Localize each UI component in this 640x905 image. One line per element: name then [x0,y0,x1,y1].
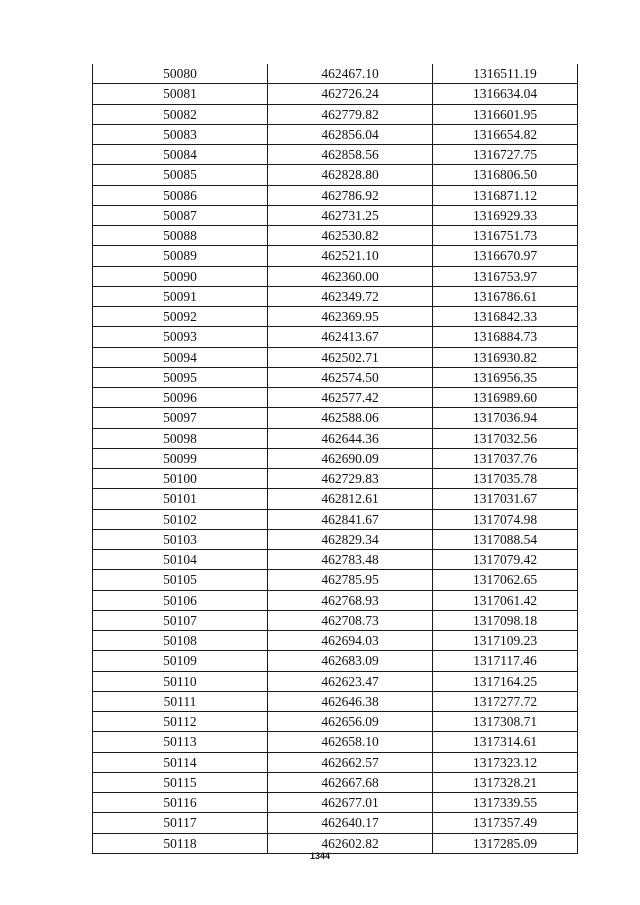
x-coordinate-cell: 462828.80 [268,165,433,185]
y-coordinate-cell: 1316989.60 [433,388,578,408]
table-row [93,367,578,387]
y-coordinate-cell: 1317328.21 [433,772,578,792]
y-coordinate-cell: 1316842.33 [433,307,578,327]
x-coordinate-cell: 462662.57 [268,752,433,772]
x-coordinate-cell: 462588.06 [268,408,433,428]
table-row [93,307,578,327]
table-row [93,165,578,185]
x-coordinate-cell: 462856.04 [268,124,433,144]
table-row [93,793,578,813]
x-coordinate-cell: 462369.95 [268,307,433,327]
table-row [93,590,578,610]
x-coordinate-cell: 462677.01 [268,793,433,813]
point-id-cell: 50103 [93,529,268,549]
y-coordinate-cell: 1317164.25 [433,671,578,691]
x-coordinate-cell: 462467.10 [268,64,433,84]
x-coordinate-cell: 462623.47 [268,671,433,691]
coordinates-table-body [93,64,578,853]
y-coordinate-cell: 1317088.54 [433,529,578,549]
table-row [93,489,578,509]
y-coordinate-cell: 1317061.42 [433,590,578,610]
point-id-cell: 50091 [93,286,268,306]
point-id-cell: 50093 [93,327,268,347]
y-coordinate-cell: 1317032.56 [433,428,578,448]
y-coordinate-cell: 1317285.09 [433,833,578,853]
point-id-cell: 50115 [93,772,268,792]
x-coordinate-cell: 462360.00 [268,266,433,286]
table-row [93,408,578,428]
table-row [93,813,578,833]
table-row [93,772,578,792]
x-coordinate-cell: 462785.95 [268,570,433,590]
x-coordinate-cell: 462646.38 [268,691,433,711]
table-row [93,226,578,246]
x-coordinate-cell: 462783.48 [268,550,433,570]
table-row [93,448,578,468]
table-row [93,428,578,448]
table-row [93,712,578,732]
y-coordinate-cell: 1316751.73 [433,226,578,246]
point-id-cell: 50102 [93,509,268,529]
x-coordinate-cell: 462731.25 [268,205,433,225]
y-coordinate-cell: 1317074.98 [433,509,578,529]
y-coordinate-cell: 1317031.67 [433,489,578,509]
y-coordinate-cell: 1316806.50 [433,165,578,185]
table-row [93,327,578,347]
table-row [93,388,578,408]
y-coordinate-cell: 1316601.95 [433,104,578,124]
y-coordinate-cell: 1317062.65 [433,570,578,590]
y-coordinate-cell: 1317314.61 [433,732,578,752]
y-coordinate-cell: 1316670.97 [433,246,578,266]
point-id-cell: 50098 [93,428,268,448]
point-id-cell: 50104 [93,550,268,570]
point-id-cell: 50087 [93,205,268,225]
x-coordinate-cell: 462521.10 [268,246,433,266]
table-row [93,145,578,165]
y-coordinate-cell: 1317117.46 [433,651,578,671]
point-id-cell: 50089 [93,246,268,266]
x-coordinate-cell: 462530.82 [268,226,433,246]
point-id-cell: 50112 [93,712,268,732]
y-coordinate-cell: 1316654.82 [433,124,578,144]
point-id-cell: 50100 [93,469,268,489]
table-row [93,529,578,549]
x-coordinate-cell: 462602.82 [268,833,433,853]
point-id-cell: 50081 [93,84,268,104]
x-coordinate-cell: 462640.17 [268,813,433,833]
x-coordinate-cell: 462667.68 [268,772,433,792]
x-coordinate-cell: 462656.09 [268,712,433,732]
y-coordinate-cell: 1317037.76 [433,448,578,468]
x-coordinate-cell: 462812.61 [268,489,433,509]
table-row [93,469,578,489]
x-coordinate-cell: 462690.09 [268,448,433,468]
table-row [93,286,578,306]
table-row [93,347,578,367]
x-coordinate-cell: 462779.82 [268,104,433,124]
table-row [93,691,578,711]
x-coordinate-cell: 462768.93 [268,590,433,610]
table-row [93,185,578,205]
table-row [93,752,578,772]
y-coordinate-cell: 1316511.19 [433,64,578,84]
table-row [93,124,578,144]
y-coordinate-cell: 1317357.49 [433,813,578,833]
x-coordinate-cell: 462502.71 [268,347,433,367]
table-row [93,266,578,286]
x-coordinate-cell: 462829.34 [268,529,433,549]
x-coordinate-cell: 462726.24 [268,84,433,104]
table-row [93,104,578,124]
point-id-cell: 50096 [93,388,268,408]
x-coordinate-cell: 462694.03 [268,631,433,651]
x-coordinate-cell: 462413.67 [268,327,433,347]
table-row [93,509,578,529]
point-id-cell: 50109 [93,651,268,671]
y-coordinate-cell: 1317277.72 [433,691,578,711]
x-coordinate-cell: 462841.67 [268,509,433,529]
y-coordinate-cell: 1316786.61 [433,286,578,306]
y-coordinate-cell: 1317109.23 [433,631,578,651]
point-id-cell: 50086 [93,185,268,205]
y-coordinate-cell: 1317036.94 [433,408,578,428]
y-coordinate-cell: 1316871.12 [433,185,578,205]
y-coordinate-cell: 1316634.04 [433,84,578,104]
y-coordinate-cell: 1317339.55 [433,793,578,813]
point-id-cell: 50095 [93,367,268,387]
y-coordinate-cell: 1317079.42 [433,550,578,570]
x-coordinate-cell: 462786.92 [268,185,433,205]
table-row [93,246,578,266]
point-id-cell: 50088 [93,226,268,246]
x-coordinate-cell: 462577.42 [268,388,433,408]
point-id-cell: 50118 [93,833,268,853]
table-row [93,84,578,104]
x-coordinate-cell: 462644.36 [268,428,433,448]
point-id-cell: 50111 [93,691,268,711]
y-coordinate-cell: 1316753.97 [433,266,578,286]
x-coordinate-cell: 462729.83 [268,469,433,489]
x-coordinate-cell: 462708.73 [268,610,433,630]
y-coordinate-cell: 1317323.12 [433,752,578,772]
point-id-cell: 50106 [93,590,268,610]
table-row [93,610,578,630]
page-number: 1344 [309,851,331,861]
x-coordinate-cell: 462683.09 [268,651,433,671]
y-coordinate-cell: 1316727.75 [433,145,578,165]
point-id-cell: 50117 [93,813,268,833]
point-id-cell: 50085 [93,165,268,185]
point-id-cell: 50110 [93,671,268,691]
x-coordinate-cell: 462349.72 [268,286,433,306]
table-row [93,570,578,590]
point-id-cell: 50099 [93,448,268,468]
point-id-cell: 50082 [93,104,268,124]
table-row [93,651,578,671]
point-id-cell: 50080 [93,64,268,84]
table-row [93,631,578,651]
point-id-cell: 50101 [93,489,268,509]
point-id-cell: 50105 [93,570,268,590]
point-id-cell: 50116 [93,793,268,813]
point-id-cell: 50114 [93,752,268,772]
x-coordinate-cell: 462658.10 [268,732,433,752]
y-coordinate-cell: 1316884.73 [433,327,578,347]
table-row [93,732,578,752]
y-coordinate-cell: 1316930.82 [433,347,578,367]
point-id-cell: 50092 [93,307,268,327]
y-coordinate-cell: 1316956.35 [433,367,578,387]
point-id-cell: 50084 [93,145,268,165]
x-coordinate-cell: 462574.50 [268,367,433,387]
x-coordinate-cell: 462858.56 [268,145,433,165]
point-id-cell: 50108 [93,631,268,651]
table-row [93,64,578,84]
table-row [93,550,578,570]
point-id-cell: 50090 [93,266,268,286]
y-coordinate-cell: 1317098.18 [433,610,578,630]
point-id-cell: 50083 [93,124,268,144]
y-coordinate-cell: 1317035.78 [433,469,578,489]
point-id-cell: 50107 [93,610,268,630]
coordinates-table [92,64,578,854]
table-row [93,671,578,691]
y-coordinate-cell: 1316929.33 [433,205,578,225]
point-id-cell: 50097 [93,408,268,428]
point-id-cell: 50113 [93,732,268,752]
y-coordinate-cell: 1317308.71 [433,712,578,732]
point-id-cell: 50094 [93,347,268,367]
table-row [93,205,578,225]
